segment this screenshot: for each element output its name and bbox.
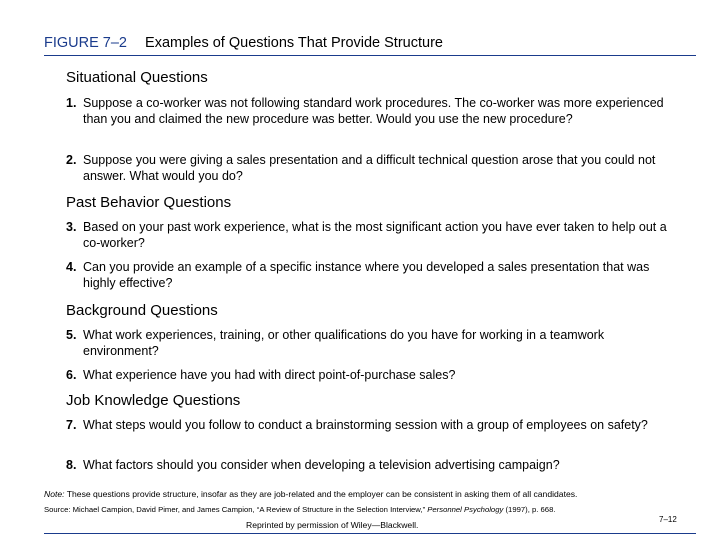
source-journal: Personnel Psychology <box>427 505 504 514</box>
question-number: 6. <box>66 368 77 382</box>
reprint-notice: Reprinted by permission of Wiley—Blackwell. <box>246 520 419 530</box>
question-text: What work experiences, training, or other qualifications do you have for working in a teamwork environment? <box>83 328 605 358</box>
question-item <box>66 457 681 473</box>
question-item <box>66 219 681 251</box>
title-divider <box>44 55 696 56</box>
question-number: 1. <box>66 96 77 110</box>
question-number: 5. <box>66 328 77 342</box>
question-text: What steps would you follow to conduct a brainstorming session with a group of employees on safety? <box>83 418 648 432</box>
question-number: 2. <box>66 153 77 167</box>
question-text: Can you provide an example of a specific instance where you developed a sales presentation that was highly effective? <box>83 260 650 290</box>
figure-label: FIGURE 7–2 <box>44 35 127 51</box>
question-item <box>66 95 681 127</box>
question-item <box>66 152 681 184</box>
section-heading-past-behavior: Past Behavior Questions <box>66 194 232 211</box>
question-number: 8. <box>66 458 77 472</box>
question-text: Based on your past work experience, what is the most significant action you have ever taken to help out a co-worker? <box>83 220 667 250</box>
source-citation <box>44 505 555 514</box>
question-item <box>66 259 681 291</box>
source-suffix: (1997), p. 668. <box>503 505 556 514</box>
slide-number: 7–12 <box>659 515 677 524</box>
note-label: Note: <box>44 489 65 499</box>
question-text: What factors should you consider when developing a television advertising campaign? <box>83 458 560 472</box>
question-number: 3. <box>66 220 77 234</box>
figure-caption: Examples of Questions That Provide Structure <box>145 35 443 51</box>
section-heading-situational: Situational Questions <box>66 69 208 86</box>
bottom-divider <box>44 533 696 534</box>
note-text: These questions provide structure, insofar as they are job-related and the employer can be consistent in asking them of all candidates. <box>64 489 578 499</box>
question-item <box>66 327 681 359</box>
source-prefix: Source: Michael Campion, David Pimer, and James Campion, “A Review of Structure in the Selection Interview,” <box>44 505 428 514</box>
section-heading-job-knowledge: Job Knowledge Questions <box>66 392 241 409</box>
question-text: Suppose a co-worker was not following standard work procedures. The co-worker was more experienced than you and claimed the new procedure was better. Would you use the new procedure? <box>83 96 664 126</box>
question-text: What experience have you had with direct point-of-purchase sales? <box>83 368 456 382</box>
question-text: Suppose you were giving a sales presentation and a difficult technical question arose that you could not answer. What would you do? <box>83 153 656 183</box>
question-item <box>66 417 681 433</box>
question-number: 4. <box>66 260 77 274</box>
question-number: 7. <box>66 418 77 432</box>
footnote <box>44 489 577 499</box>
figure-title <box>44 35 443 51</box>
question-item <box>66 367 681 383</box>
section-heading-background: Background Questions <box>66 302 218 319</box>
